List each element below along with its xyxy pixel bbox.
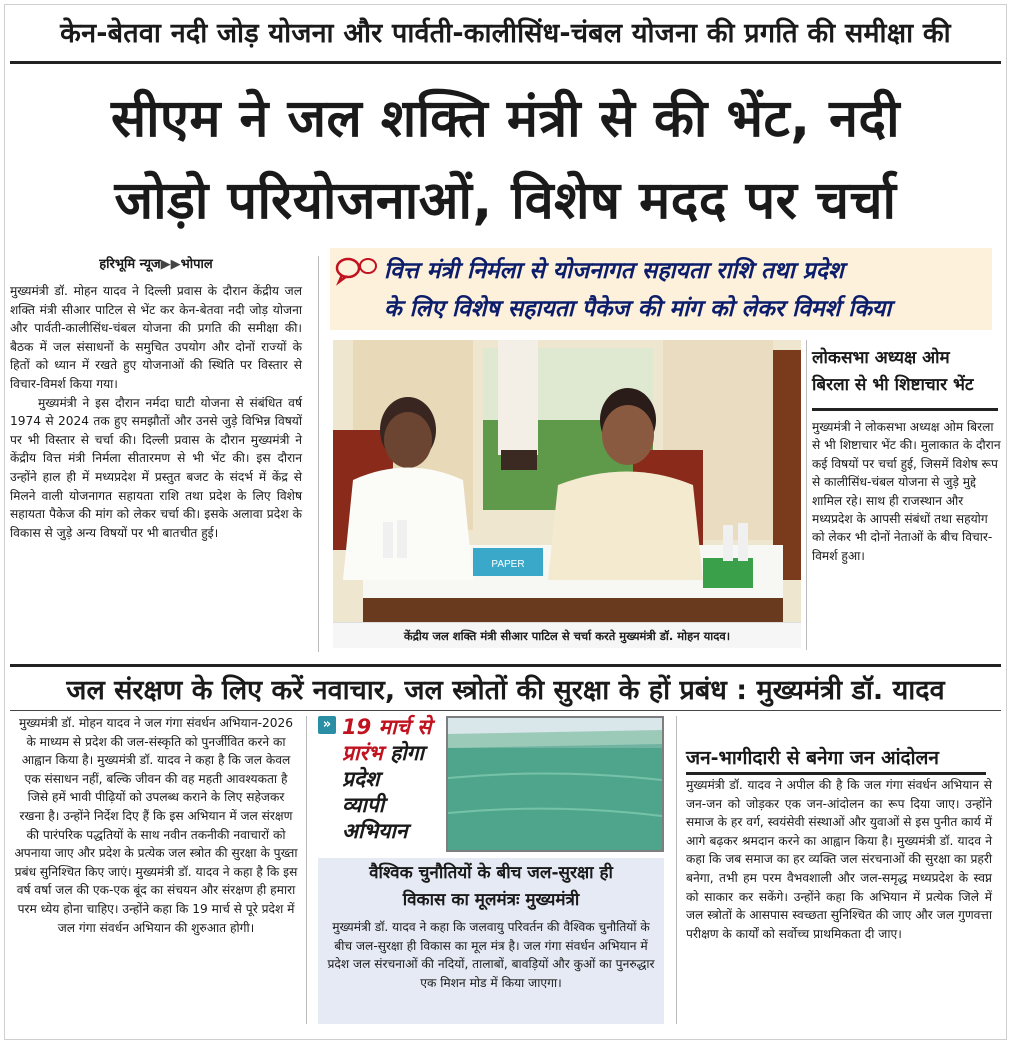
double-chevron-icon: » <box>318 716 336 734</box>
sidebar-title-line-1: लोकसभा अध्यक्ष ओम <box>812 348 950 368</box>
box-title-line-1: वैश्विक चुनौतियों के बीच जल-सुरक्षा ही <box>369 863 613 883</box>
sidebar-text <box>812 418 1002 565</box>
right-title: जन-भागीदारी से बनेगा जन आंदोलन <box>686 747 939 769</box>
highlight-text <box>384 252 988 328</box>
box-paragraph: मुख्यमंत्री डॉ. यादव ने कहा कि जलवायु परिवर्तन की वैश्विक चुनौतियों के बीच जल-सुरक्षा ही विकास का मूल मंत्र है। जल गंगा संवर्धन अभियान में प्रदेश जल संरचनाओं की नदियों, तालाबों, बावड़ियों और कुओं का पुनरुद्धार एक मिशन मोड में किया जाएगा। <box>327 920 655 990</box>
speech-bubble-icon <box>334 254 382 286</box>
byline-source: हरिभूमि न्यूज <box>99 257 161 272</box>
kicker-headline: केन-बेतवा नदी जोड़ योजना और पार्वती-कालीसिंध-चंबल योजना की प्रगति की समीक्षा की <box>10 8 1001 64</box>
campaign-rest-3: व्यापी <box>342 793 385 817</box>
second-left-paragraph: मुख्यमंत्री डॉ. मोहन यादव ने जल गंगा संवर्धन अभियान-2026 के माध्यम से प्रदेश की जल-संस्कृति को पुनर्जीवित करने का आह्वान किया है। मुख्यमंत्री डॉ. यादव ने कहा है कि जल केवल एक संसाधन नहीं, बल्कि जीवन की वह महती आवश्यकता है जिसे हमें भावी पीढ़ियों को उपलब्ध कराने के लिए सहेजकर रखना है। उन्होंने निर्देश दिए हैं कि इस अभियान में जल संरक्षण की पारंपरिक पद्धतियों के साथ नवीन तकनीकी नवाचारों को अपनाया जाए और प्रदेश के प्रत्येक जल स्त्रोत की सुरक्षा के पुख्ता प्रबंध सुनिश्चित किए जाएं। मुख्यमंत्री डॉ. यादव ने कहा है कि इस वर्ष वर्षा जल की एक-एक बूंद का संचयन और संरक्षण ही हमारा परम ध्येय होना चाहिए। उन्होंने कहा कि 19 मार्च से पूरे प्रदेश में जल गंगा संवर्धन अभियान की शुरुआत होगी। <box>14 716 298 935</box>
meeting-photo <box>333 340 801 622</box>
second-article-left <box>14 714 298 1026</box>
column-divider <box>318 256 319 652</box>
box-title-line-2: विकास का मूलमंत्रः मुख्यमंत्री <box>402 890 580 910</box>
main-headline <box>10 78 1001 242</box>
box-title <box>322 860 660 914</box>
sidebar-divider <box>806 340 807 650</box>
highlight-line-2: के लिए विशेष सहायता पैकेज की मांग को लेकर विमर्श किया <box>384 296 892 322</box>
right-paragraph: मुख्यमंत्री डॉ. यादव ने अपील की है कि जल गंगा संवर्धन अभियान से जन-जन को जोड़कर एक जन-आंदोलन का रूप दिया जाए। उन्होंने समाज के हर वर्ग, स्वयंसेवी संस्थाओं और युवाओं से इस पुनीत कार्य में आगे बढ़कर श्रमदान करने का आह्वान किया है। मुख्यमंत्री डॉ. यादव ने कहा कि जब समाज का हर व्यक्ति जल संरचनाओं की सुरक्षा का प्रहरी बनेगा, तभी हम परम वैभवशाली और जल-समृद्ध मध्यप्रदेश के स्वप्न को साकार कर सकेंगे। उन्होंने कहा कि अभियान में प्रत्येक जिले में जल स्त्रोतों के आसपास स्वच्छता सुनिश्चित की जाए और जल गुणवत्ता परीक्षण के कार्यों को सर्वोच्च प्राथमिकता दी जाए। <box>686 778 992 941</box>
article-paragraph-1: मुख्यमंत्री डॉ. मोहन यादव ने दिल्ली प्रवास के दौरान केंद्रीय जल शक्ति मंत्री सीआर पाटिल से भेंट कर केन-बेतवा नदी जोड़ योजना और पार्वती-कालीसिंध-चंबल योजना की प्रगति की समीक्षा की। बैठक में जल संसाधनों के समुचित उपयोग और दोनों राज्यों के हितों को ध्यान में रखते हुए योजनाओं की स्थिति पर विस्तार से विचार-विमर्श किया गया। <box>10 284 302 391</box>
reservoir-illustration <box>448 718 662 850</box>
campaign-date: 19 मार्च से <box>342 715 432 739</box>
right-title-rule <box>686 772 986 775</box>
campaign-rest-1: होगा <box>390 741 424 765</box>
reservoir-photo <box>446 716 664 852</box>
highlight-line-1: वित्त मंत्री निर्मला से योजनागत सहायता राशि तथा प्रदेश <box>384 258 844 284</box>
byline-city: भोपाल <box>180 257 213 272</box>
article-column-1 <box>10 282 302 652</box>
sidebar-title-rule <box>812 408 998 411</box>
right-article <box>686 776 992 943</box>
sidebar-title <box>812 345 1002 399</box>
photo-caption: केंद्रीय जल शक्ति मंत्री सीआर पाटिल से चर्चा करते मुख्यमंत्री डॉ. मोहन यादव। <box>333 622 801 648</box>
second-headline-rule <box>10 710 1001 711</box>
campaign-rest-4: अभियान <box>342 819 408 843</box>
campaign-callout <box>342 714 440 844</box>
section-rule <box>10 664 1001 667</box>
box-text <box>322 918 660 992</box>
tissue-box-label: PAPER <box>491 559 525 570</box>
headline-line-2: जोड़ो परियोजनाओं, विशेष मदद पर चर्चा <box>114 171 897 231</box>
second-divider-right <box>676 716 677 1024</box>
sidebar-title-line-2: बिरला से भी शिष्टाचार भेंट <box>812 375 974 395</box>
sidebar-paragraph: मुख्यमंत्री ने लोकसभा अध्यक्ष ओम बिरला से भी शिष्टाचार भेंट की। मुलाकात के दौरान कई विषयों पर चर्चा हुई, जिसमें विशेष रूप से कालीसिंध-चंबल योजना से जुड़े मुद्दे शामिल रहे। साथ ही राजस्थान और मध्यप्रदेश के आपसी संबंधों तथा सहयोग को लेकर भी दोनों नेताओं के बीच विचार-विमर्श हुआ। <box>812 420 1001 563</box>
byline-arrows-icon: ▶▶ <box>160 257 181 272</box>
second-divider-left <box>306 716 307 1024</box>
byline <box>10 254 302 272</box>
article-paragraph-2: मुख्यमंत्री ने इस दौरान नर्मदा घाटी योजना से संबंधित वर्ष 1974 से 2024 तक हुए समझौतों और उनसे जुड़े विभिन्न विषयों पर भी विस्तार से चर्चा की। दिल्ली प्रवास के दौरान मुख्यमंत्री ने केंद्रीय वित्त मंत्री निर्मला सीतारमण से भी भेंट की। इस दौरान उन्होंने हाल ही में मध्यप्रदेश में प्रस्तुत बजट के संदर्भ में केंद्र से मिलने वाली योजनागत सहायता राशि तथा प्रदेश के लिए विशेष सहायता पैकेज की मांग को लेकर चर्चा की। इसके अलावा प्रदेश के विकास से जुड़े अन्य विषयों पर भी बातचीत हुई। <box>10 395 302 540</box>
campaign-start: प्रारंभ <box>342 741 383 765</box>
headline-line-1: सीएम ने जल शक्ति मंत्री से की भेंट, नदी <box>110 89 901 149</box>
campaign-rest-2: प्रदेश <box>342 767 380 791</box>
second-headline: जल संरक्षण के लिए करें नवाचार, जल स्त्रोतों की सुरक्षा के हों प्रबंध : मुख्यमंत्री डॉ. यादव <box>66 675 945 706</box>
meeting-photo-illustration <box>333 340 801 622</box>
